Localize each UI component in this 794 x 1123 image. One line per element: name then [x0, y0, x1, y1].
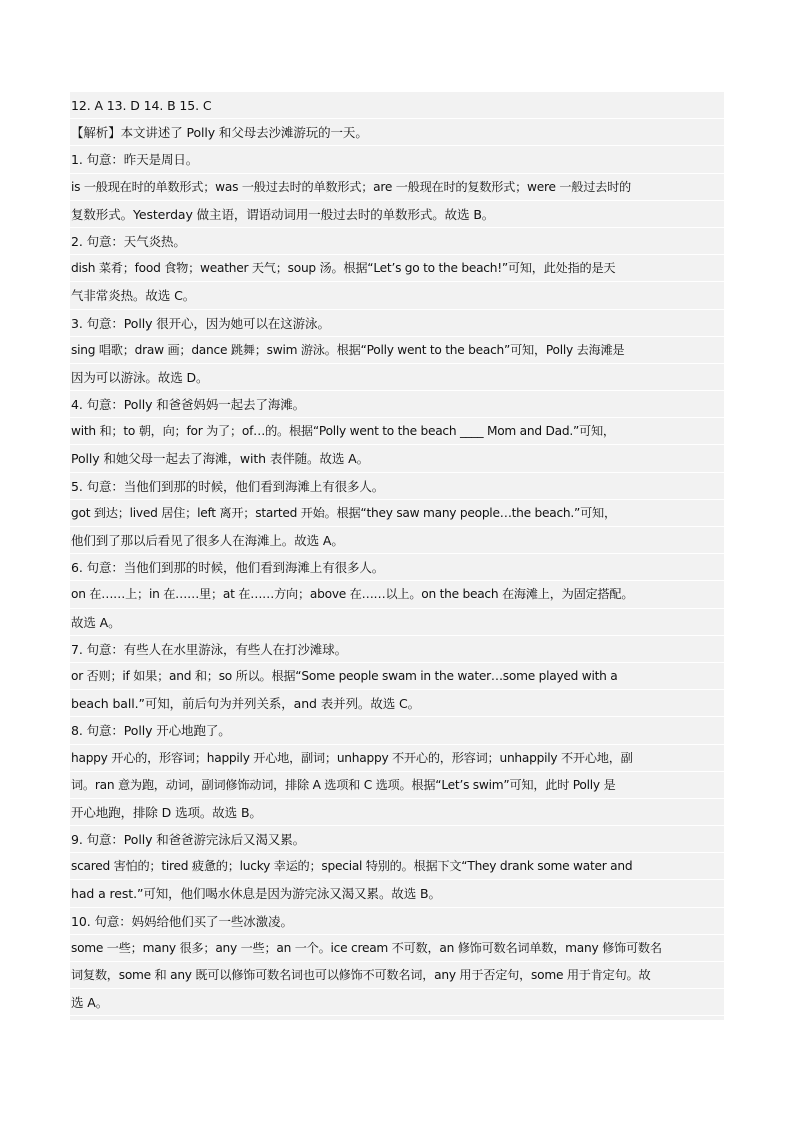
- text-line: 【解析】本文讲述了 Polly 和父母去沙滩游玩的一天。: [70, 119, 724, 146]
- text-line: 7. 句意：有些人在水里游泳，有些人在打沙滩球。: [70, 636, 724, 663]
- text-line: some 一些；many 很多；any 一些；an 一个。ice cream 不可数，an 修饰可数名词单数，many 修饰可数名: [70, 935, 724, 962]
- text-line: happy 开心的，形容词；happily 开心地，副词；unhappy 不开心的，形容词；unhappily 不开心地，副: [70, 745, 724, 772]
- text-line: 词复数，some 和 any 既可以修饰可数名词也可以修饰不可数名词，any 用于否定句，some 用于肯定句。故: [70, 962, 724, 989]
- text-line: 气非常炎热。故选 C。: [70, 282, 724, 309]
- text-line: got 到达；lived 居住；left 离开；started 开始。根据“they saw many people…the beach.”可知，: [70, 500, 724, 527]
- text-line: 6. 句意：当他们到那的时候，他们看到海滩上有很多人。: [70, 554, 724, 581]
- text-line: 故选 A。: [70, 609, 724, 636]
- text-line: 12. A 13. D 14. B 15. C: [70, 92, 724, 119]
- text-line: or 否则；if 如果；and 和；so 所以。根据“Some people swam in the water…some played with a: [70, 663, 724, 690]
- text-line: beach ball.”可知，前后句为并列关系，and 表并列。故选 C。: [70, 690, 724, 717]
- text-line: 因为可以游泳。故选 D。: [70, 364, 724, 391]
- text-line: scared 害怕的；tired 疲惫的；lucky 幸运的；special 特别的。根据下文“They drank some water and: [70, 853, 724, 880]
- text-line: on 在……上；in 在……里；at 在……方向；above 在……以上。on the beach 在海滩上，为固定搭配。: [70, 581, 724, 608]
- text-line: 4. 句意：Polly 和爸爸妈妈一起去了海滩。: [70, 391, 724, 418]
- text-line: is 一般现在时的单数形式；was 一般过去时的单数形式；are 一般现在时的复数形式；were 一般过去时的: [70, 174, 724, 201]
- text-line: 复数形式。Yesterday 做主语，谓语动词用一般过去时的单数形式。故选 B。: [70, 201, 724, 228]
- answer-explanation-block: [70, 92, 724, 1020]
- text-line: 2. 句意：天气炎热。: [70, 228, 724, 255]
- text-line: 8. 句意：Polly 开心地跑了。: [70, 717, 724, 744]
- text-line: had a rest.”可知，他们喝水休息是因为游完泳又渴又累。故选 B。: [70, 880, 724, 907]
- text-line: 5. 句意：当他们到那的时候，他们看到海滩上有很多人。: [70, 473, 724, 500]
- text-line: 3. 句意：Polly 很开心，因为她可以在这游泳。: [70, 310, 724, 337]
- text-line: 他们到了那以后看见了很多人在海滩上。故选 A。: [70, 527, 724, 554]
- text-line: with 和；to 朝，向；for 为了；of…的。根据“Polly went to the beach ____ Mom and Dad.”可知，: [70, 418, 724, 445]
- text-line: 10. 句意：妈妈给他们买了一些冰激凌。: [70, 908, 724, 935]
- text-line: Polly 和她父母一起去了海滩，with 表伴随。故选 A。: [70, 445, 724, 472]
- text-line: 9. 句意：Polly 和爸爸游完泳后又渴又累。: [70, 826, 724, 853]
- text-line: 1. 句意：昨天是周日。: [70, 146, 724, 173]
- text-line: 词。ran 意为跑，动词，副词修饰动词，排除 A 选项和 C 选项。根据“Let’s swim”可知，此时 Polly 是: [70, 772, 724, 799]
- text-line: dish 菜肴；food 食物；weather 天气；soup 汤。根据“Let’s go to the beach!”可知，此处指的是天: [70, 255, 724, 282]
- text-line: sing 唱歌；draw 画；dance 跳舞；swim 游泳。根据“Polly went to the beach”可知，Polly 去海滩是: [70, 337, 724, 364]
- text-line: 开心地跑，排除 D 选项。故选 B。: [70, 799, 724, 826]
- text-line: 选 A。: [70, 989, 724, 1016]
